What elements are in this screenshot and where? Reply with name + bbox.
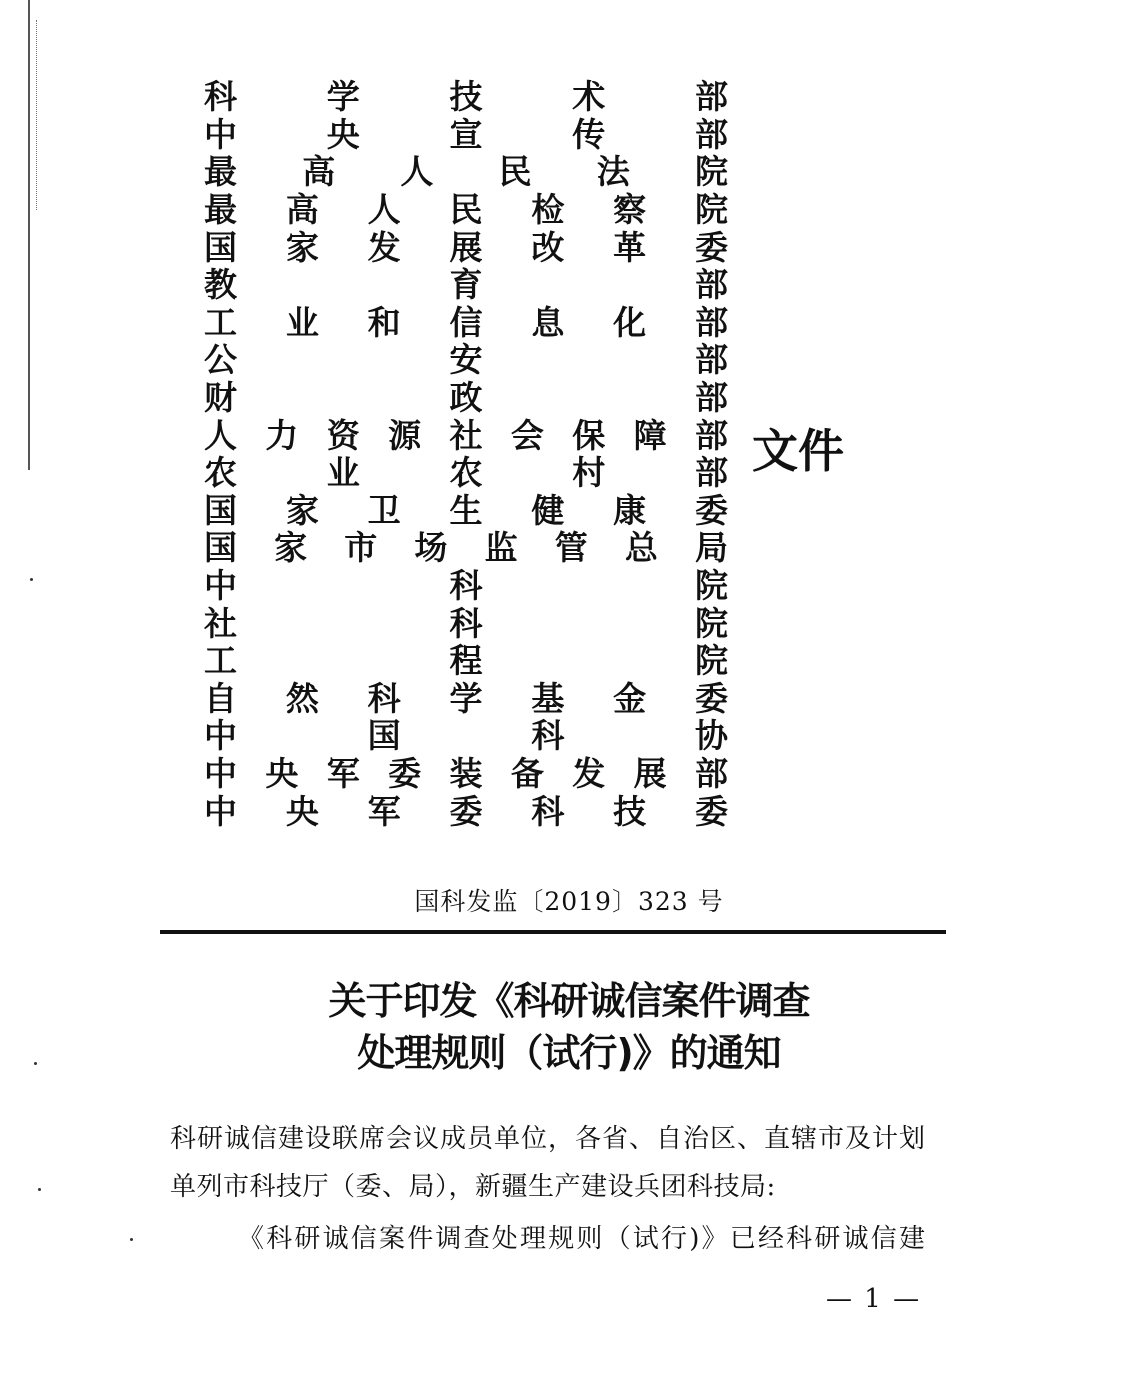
issuer-char: 基 bbox=[531, 678, 565, 718]
issuer-char: 央 bbox=[326, 114, 360, 154]
issuer-char: 委 bbox=[694, 490, 728, 530]
issuer-char: 检 bbox=[531, 190, 565, 230]
notice-title-line-1: 关于印发《科研诚信案件调查 bbox=[328, 979, 810, 1023]
issuer-char: 技 bbox=[613, 791, 647, 831]
binding-edge-marks bbox=[36, 20, 43, 210]
issuer-char: 障 bbox=[633, 415, 667, 455]
issuer-char: 部 bbox=[695, 378, 728, 418]
issuer-char: 部 bbox=[695, 453, 728, 493]
issuer-char: 村 bbox=[572, 453, 606, 493]
issuer-char: 程 bbox=[449, 641, 483, 681]
issuer-row bbox=[204, 379, 728, 417]
issuer-char: 部 bbox=[695, 415, 728, 455]
issuer-row bbox=[204, 567, 728, 605]
issuer-char: 和 bbox=[367, 302, 401, 342]
issuer-char: 管 bbox=[554, 528, 588, 568]
issuer-row bbox=[204, 228, 728, 266]
document-label: 文件 bbox=[752, 424, 844, 478]
issuer-char: 最 bbox=[204, 152, 237, 192]
issuer-char: 市 bbox=[344, 528, 378, 568]
issuer-char: 人 bbox=[204, 415, 237, 455]
issuer-char: 委 bbox=[449, 791, 483, 831]
issuer-char: 央 bbox=[265, 753, 299, 793]
issuer-row bbox=[204, 492, 728, 530]
issuer-char: 国 bbox=[204, 227, 237, 267]
issuer-row bbox=[204, 153, 728, 191]
issuer-char: 国 bbox=[367, 716, 401, 756]
issuer-char: 中 bbox=[204, 566, 237, 606]
issuer-char: 科 bbox=[531, 716, 565, 756]
issuer-char: 总 bbox=[624, 528, 658, 568]
header-rule bbox=[160, 930, 946, 934]
issuer-char: 育 bbox=[449, 265, 483, 305]
issuer-char: 科 bbox=[449, 603, 483, 643]
issuer-char: 中 bbox=[204, 791, 237, 831]
issuer-char: 军 bbox=[367, 791, 401, 831]
issuer-char: 局 bbox=[694, 528, 728, 568]
issuer-char: 部 bbox=[695, 753, 728, 793]
issuer-char: 委 bbox=[694, 678, 728, 718]
issuer-row bbox=[204, 416, 728, 454]
issuer-char: 监 bbox=[484, 528, 518, 568]
issuer-char: 部 bbox=[695, 77, 728, 117]
issuer-char: 委 bbox=[388, 753, 422, 793]
issuer-char: 装 bbox=[449, 753, 483, 793]
issuer-char: 民 bbox=[498, 152, 532, 192]
issuer-char: 家 bbox=[274, 528, 308, 568]
issuer-char: 部 bbox=[694, 302, 728, 342]
addressee-line-1: 科研诚信建设联席会议成员单位，各省、自治区、直辖市及计划 bbox=[170, 1124, 927, 1154]
issuer-char: 部 bbox=[695, 114, 728, 154]
issuing-agencies bbox=[204, 78, 728, 830]
issuer-char: 协 bbox=[694, 716, 728, 756]
issuer-char: 院 bbox=[695, 641, 728, 681]
issuer-char: 息 bbox=[531, 302, 565, 342]
issuer-char: 军 bbox=[326, 753, 360, 793]
issuer-char: 学 bbox=[449, 678, 483, 718]
issuer-char: 场 bbox=[414, 528, 448, 568]
issuer-char: 部 bbox=[695, 265, 728, 305]
issuer-row bbox=[204, 604, 728, 642]
issuer-char: 发 bbox=[367, 227, 401, 267]
issuer-char: 化 bbox=[613, 302, 647, 342]
scan-speck bbox=[38, 1188, 41, 1191]
issuer-char: 传 bbox=[572, 114, 606, 154]
issuer-char: 业 bbox=[285, 302, 319, 342]
issuer-char: 术 bbox=[572, 77, 606, 117]
issuer-row bbox=[204, 454, 728, 492]
issuer-char: 央 bbox=[285, 791, 319, 831]
issuer-char: 农 bbox=[204, 453, 237, 493]
issuer-char: 人 bbox=[367, 190, 401, 230]
issuer-char: 自 bbox=[204, 678, 237, 718]
issuer-char: 家 bbox=[285, 490, 319, 530]
issuer-char: 民 bbox=[449, 190, 483, 230]
issuer-char: 中 bbox=[204, 753, 237, 793]
issuer-char: 高 bbox=[285, 190, 319, 230]
binding-edge bbox=[28, 0, 30, 470]
scan-speck bbox=[130, 1238, 133, 1241]
issuer-char: 院 bbox=[694, 190, 728, 230]
issuer-char: 委 bbox=[694, 227, 728, 267]
issuer-char: 家 bbox=[285, 227, 319, 267]
issuer-char: 科 bbox=[449, 566, 483, 606]
issuer-row bbox=[204, 755, 728, 793]
issuer-char: 委 bbox=[694, 791, 728, 831]
issuer-char: 展 bbox=[449, 227, 483, 267]
issuer-char: 资 bbox=[326, 415, 360, 455]
issuer-char: 健 bbox=[531, 490, 565, 530]
body-paragraph-line-1: 《科研诚信案件调查处理规则（试行)》已经科研诚信建 bbox=[238, 1224, 928, 1254]
issuer-char: 然 bbox=[285, 678, 319, 718]
issuer-char: 法 bbox=[596, 152, 630, 192]
issuer-char: 院 bbox=[694, 152, 728, 192]
issuer-char: 社 bbox=[204, 603, 237, 643]
issuer-row bbox=[204, 529, 728, 567]
issuer-row bbox=[204, 266, 728, 304]
issuer-row bbox=[204, 304, 728, 342]
issuer-char: 高 bbox=[302, 152, 336, 192]
issuer-row bbox=[204, 642, 728, 680]
issuer-char: 业 bbox=[326, 453, 360, 493]
issuer-char: 改 bbox=[531, 227, 565, 267]
issuer-row bbox=[204, 191, 728, 229]
issuer-char: 财 bbox=[204, 378, 237, 418]
issuer-char: 力 bbox=[265, 415, 299, 455]
page-number: — 1 — bbox=[826, 1284, 922, 1314]
notice-title-line-2: 处理规则（试行)》的通知 bbox=[357, 1031, 781, 1075]
issuer-char: 察 bbox=[613, 190, 647, 230]
issuer-row bbox=[204, 116, 728, 154]
issuer-char: 最 bbox=[204, 190, 237, 230]
issuer-char: 公 bbox=[204, 340, 237, 380]
issuer-char: 保 bbox=[572, 415, 606, 455]
issuer-row bbox=[204, 717, 728, 755]
issuer-char: 康 bbox=[613, 490, 647, 530]
document-number: 国科发监〔2019〕323 号 bbox=[414, 887, 724, 916]
issuer-char: 部 bbox=[695, 340, 728, 380]
issuer-char: 社 bbox=[449, 415, 483, 455]
issuer-char: 技 bbox=[449, 77, 483, 117]
issuer-row bbox=[204, 341, 728, 379]
issuer-char: 人 bbox=[400, 152, 434, 192]
issuer-char: 宣 bbox=[449, 114, 483, 154]
issuer-char: 展 bbox=[633, 753, 667, 793]
issuer-char: 信 bbox=[449, 302, 483, 342]
issuer-char: 卫 bbox=[367, 490, 401, 530]
issuer-char: 工 bbox=[204, 641, 237, 681]
issuer-char: 生 bbox=[449, 490, 483, 530]
issuer-row bbox=[204, 792, 728, 830]
issuer-char: 工 bbox=[204, 302, 237, 342]
issuer-char: 源 bbox=[388, 415, 422, 455]
issuer-row bbox=[204, 680, 728, 718]
issuer-char: 会 bbox=[510, 415, 544, 455]
issuer-char: 安 bbox=[449, 340, 483, 380]
issuer-char: 科 bbox=[367, 678, 401, 718]
issuer-char: 金 bbox=[613, 678, 647, 718]
issuer-char: 学 bbox=[326, 77, 360, 117]
issuer-char: 院 bbox=[695, 566, 728, 606]
issuer-char: 科 bbox=[204, 77, 237, 117]
issuer-char: 科 bbox=[531, 791, 565, 831]
issuer-char: 革 bbox=[613, 227, 647, 267]
issuer-char: 国 bbox=[204, 490, 237, 530]
scan-speck bbox=[30, 578, 33, 581]
issuer-char: 发 bbox=[572, 753, 606, 793]
issuer-char: 政 bbox=[449, 378, 483, 418]
issuer-char: 农 bbox=[449, 453, 483, 493]
issuer-row bbox=[204, 78, 728, 116]
issuer-char: 备 bbox=[510, 753, 544, 793]
issuer-char: 院 bbox=[695, 603, 728, 643]
issuer-char: 国 bbox=[204, 528, 237, 568]
issuer-char: 中 bbox=[204, 716, 237, 756]
issuer-char: 教 bbox=[204, 265, 237, 305]
addressee-line-2: 单列市科技厅（委、局），新疆生产建设兵团科技局: bbox=[170, 1172, 776, 1202]
issuer-char: 中 bbox=[204, 114, 237, 154]
